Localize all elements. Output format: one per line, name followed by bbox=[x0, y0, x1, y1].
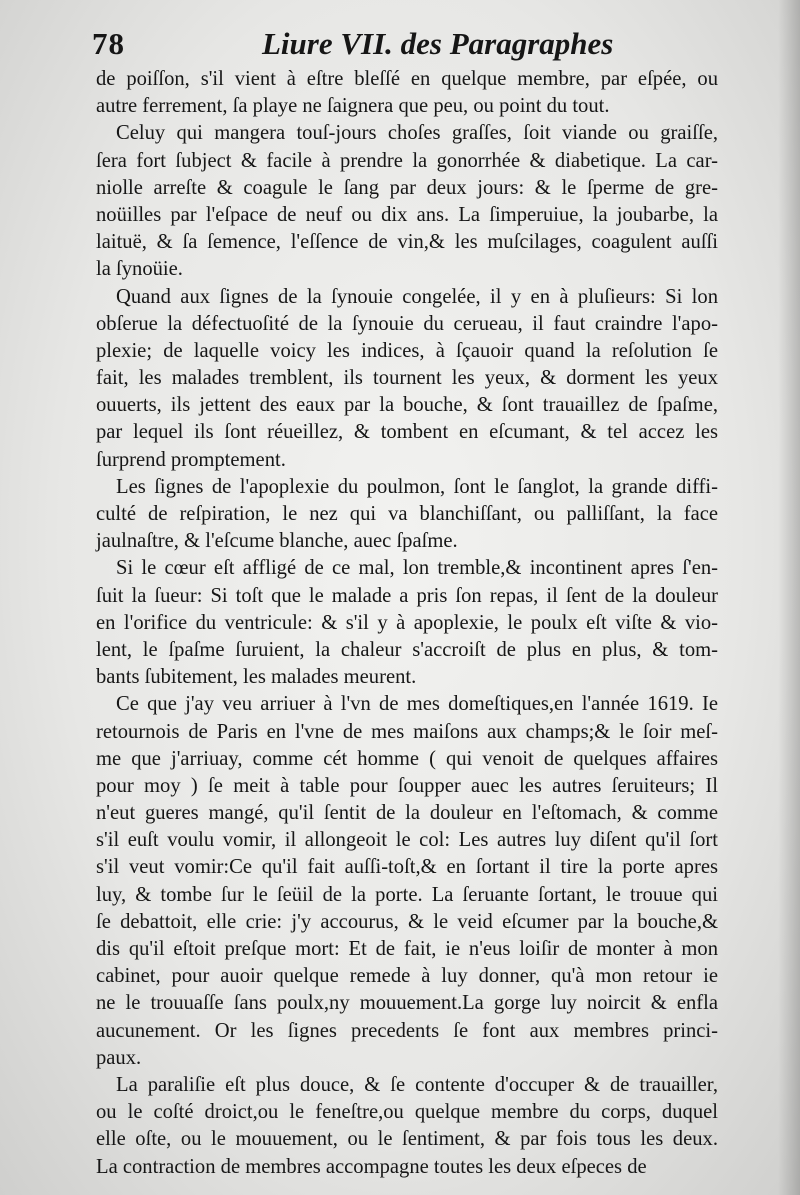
text-line: ſera fort ſubject & facile à prendre la gonorrhée & diabetique. La car- bbox=[96, 149, 718, 172]
text-line: La paraliſie eſt plus douce, & ſe contente d'occuper & de trauailler, bbox=[116, 1073, 718, 1096]
text-line: pour moy ) ſe meit à table pour ſoupper auec les autres ſeruiteurs; Il bbox=[96, 774, 718, 797]
text-line: obſerue la défectuoſité de la ſynouie du cerueau, il faut craindre l'apo- bbox=[96, 312, 718, 335]
body-text bbox=[96, 66, 718, 1181]
text-line: ouuerts, ils jettent des eaux par la bouche, & ſont trauaillez de ſpaſme, bbox=[96, 394, 718, 417]
text-line: luy, & tombe ſur le ſeüil de la porte. La ſeruante ſortant, le trouue qui bbox=[96, 883, 718, 906]
text-line: dis qu'il eſtoit preſque mort: Et de fait, ie n'eus loiſir de monter à mon bbox=[96, 938, 718, 960]
text-line: bants ſubitement, les malades meurent. bbox=[96, 666, 417, 689]
paragraph bbox=[96, 120, 718, 283]
text-line: paux. bbox=[96, 1046, 142, 1069]
paragraph bbox=[96, 1072, 718, 1181]
text-line: niolle arreſte & coagule le ſang par deux jours: & le ſperme de gre- bbox=[96, 176, 718, 199]
text-line: me que j'arriuay, comme cét homme ( qui venoit de quelques affaires bbox=[96, 747, 718, 770]
text-line: Ce que j'ay veu arriuer à l'vn de mes domeſtiques,en l'année 1619. Ie bbox=[116, 693, 718, 716]
text-line: ou le coſté droict,ou le feneſtre,ou quelque membre du corps, duquel bbox=[96, 1101, 718, 1124]
text-line: la ſynoüie. bbox=[96, 258, 183, 281]
text-line: laituë, & ſa ſemence, l'eſſence de vin,& les muſcilages, coagulent auſſi bbox=[96, 231, 718, 254]
text-line: Quand aux ſignes de la ſynouie congelée, il y en à pluſieurs: Si lon bbox=[116, 285, 718, 308]
text-line: cabinet, pour auoir quelque remede à luy donner, qu'à mon retour ie bbox=[96, 965, 718, 988]
text-line: fait, les malades tremblent, ils tournent les yeux, & dorment les yeux bbox=[96, 367, 718, 390]
text-line: s'il euſt voulu vomir, il allongeoit le col: Les autres luy diſent qu'il ſort bbox=[96, 829, 718, 852]
text-line: noüilles par l'eſpace de neuf ou dix ans. La ſimperuiue, la joubarbe, la bbox=[96, 203, 718, 226]
page-edge-shadow bbox=[778, 0, 800, 1195]
text-line: en l'orifice du ventricule: & s'il y à apoplexie, le poulx eſt viſte & vio- bbox=[96, 611, 718, 634]
text-line: ne le trouuaſſe ſans poulx,ny mouuement.La gorge luy noircit & enfla bbox=[96, 992, 718, 1015]
paragraph bbox=[96, 66, 718, 120]
text-line: ſurprend promptement. bbox=[96, 448, 286, 471]
text-line: Si le cœur eſt affligé de ce mal, lon tremble,& incontinent apres ſ'en- bbox=[116, 557, 718, 580]
text-line: ſe debattoit, elle crie: j'y accourus, & le veid eſcumer par la bouche,& bbox=[96, 910, 718, 933]
text-line: culté de reſpiration, le nez qui va blanchiſſant, ou palliſſant, la face bbox=[96, 503, 718, 525]
text-line: s'il veut vomir:Ce qu'il fait auſſi-toſt,& en ſortant il tire la porte apres bbox=[96, 856, 718, 879]
text-line: Les ſignes de l'apoplexie du poulmon, ſont le ſanglot, la grande diffi- bbox=[116, 475, 718, 498]
text-line: elle oſte, ou le mouuement, ou le ſentiment, & par fois tous les deux. bbox=[96, 1128, 718, 1151]
text-line: retournois de Paris en l'vne de mes maiſons aux champs;& le ſoir meſ- bbox=[96, 720, 718, 743]
running-head: Liure VII. des Paragraphes bbox=[262, 26, 614, 61]
paragraph bbox=[96, 691, 718, 1072]
paragraph bbox=[96, 555, 718, 691]
text-line: aucunement. Or les ſignes precedents ſe font aux membres princi- bbox=[96, 1019, 718, 1042]
text-line: lent, le ſpaſme ſuruient, la chaleur s'accroiſt de plus en plus, & tom- bbox=[96, 638, 718, 661]
text-line: jaulnaſtre, & l'eſcume blanche, auec ſpaſme. bbox=[96, 530, 458, 553]
text-line: par lequel ils ſont réueillez, & tombent en eſcumant, & tel accez les bbox=[96, 421, 718, 444]
text-line: Celuy qui mangera touſ-jours choſes graſſes, ſoit viande ou graiſſe, bbox=[116, 122, 718, 145]
text-line: ſuit la ſueur: Si toſt que le malade a pris ſon repas, il ſent de la douleur bbox=[96, 584, 718, 607]
text-line: plexie; de laquelle voicy les indices, à ſçauoir quand la reſolution ſe bbox=[96, 339, 718, 362]
page-header bbox=[92, 18, 712, 68]
text-line: n'eut gueres mangé, qu'il ſentit de la douleur en l'eſtomach, & comme bbox=[96, 802, 718, 825]
paragraph bbox=[96, 284, 718, 474]
text-line: La contraction de membres accompagne toutes les deux eſpeces de bbox=[96, 1155, 647, 1178]
page-number: 78 bbox=[92, 26, 125, 61]
text-line: de poiſſon, s'il vient à eſtre bleſſé en quelque membre, par eſpée, ou bbox=[96, 68, 718, 90]
text-line: autre ferrement, ſa playe ne ſaignera que peu, ou point du tout. bbox=[96, 95, 610, 118]
paragraph bbox=[96, 474, 718, 556]
